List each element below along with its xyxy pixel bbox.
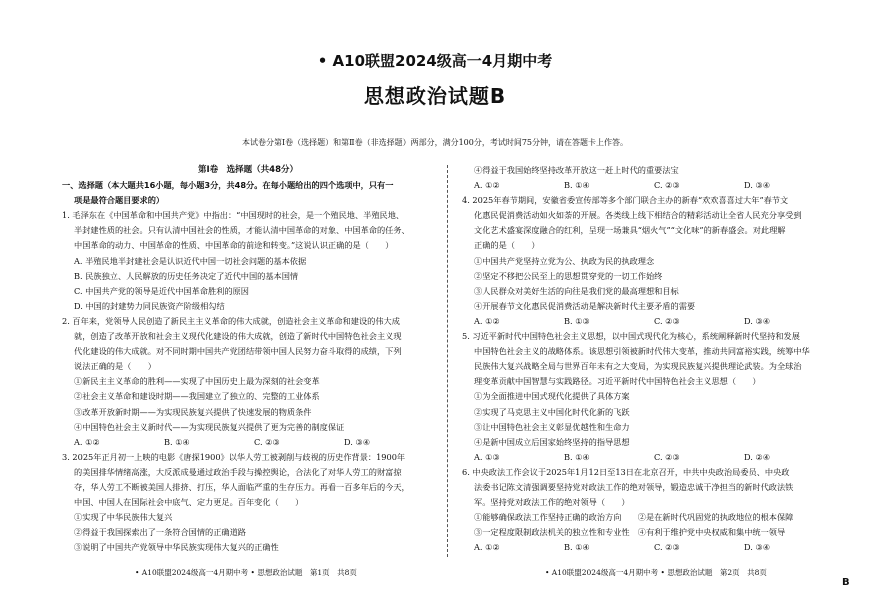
text-line: 化惠民促消费活动如火如荼的开展。各类线上线下相结合的精彩活动让全省人民充分享受到 [474,210,802,221]
text-line: ②实现了马克思主义中国化时代化新的飞跃 [474,406,630,417]
answer-option: C. ②③ [654,180,680,191]
text-line: 理变革贡献中国智慧与实践路径。习近平新时代中国特色社会主义思想（ ） [474,376,761,387]
text-line: 正确的是（ ） [474,240,540,251]
text-line: ①中国共产党坚持立党为公、执政为民的执政理念 [474,255,655,266]
text-line: ②得益于我国探索出了一条符合国情的正确道路 [74,527,246,538]
text-line: ④中国特色社会主义新时代——为实现民族复兴提供了更为完善的制度保证 [74,421,345,432]
answer-option: A. ①② [74,436,100,447]
text-line: ①实现了中华民族伟大复兴 [74,512,173,523]
text-line: ④是新中国成立后国家始终坚持的指导思想 [474,436,630,447]
text-line: 1. 毛泽东在《中国革命和中国共产党》中指出：“中国现时的社会，是一个殖民地、半殖民地、 [62,210,405,221]
text-line: ①新民主主义革命的胜利——实现了中国历史上最为深刻的社会变革 [74,376,320,387]
answer-option: B. ①④ [564,451,590,462]
text-line: 民族伟大复兴战略全局与世界百年未有之大变局，为实现民族复兴提供理论武装。为全球治 [474,361,802,372]
answer-option: C. ②③ [654,542,680,553]
text-line: ②社会主义革命和建设时期——我国建立了独立的、完整的工业体系 [74,391,320,402]
exam-subject-title: 思想政治试题B [363,84,507,108]
answer-option: B. ①④ [164,436,190,447]
answer-option: D. ③④ [744,542,771,553]
text-line: D. 中国的封建势力同民族资产阶级相勾结 [74,300,225,311]
column-divider [447,165,448,557]
answer-options [62,435,434,450]
answer-options [462,314,834,329]
text-line: 代化建设的伟大成就。对不同时期中国共产党团结带领中国人民努力奋斗取得的成绩，下列 [74,346,402,357]
answer-option: D. ③④ [344,436,371,447]
answer-option: B. ①④ [564,542,590,553]
text-line: ①为全面推进中国式现代化提供了具体方案 [474,391,630,402]
text-line: A. 半殖民地半封建社会是认识近代中国一切社会问题的基本依据 [74,255,307,266]
right-column [462,163,834,555]
text-line: 3. 2025年正月初一上映的电影《唐探1900》以华人劳工被剥削与歧视的历史作背景：1900年 [62,451,406,462]
answer-option: D. ②④ [744,451,771,462]
answer-option: C. ②③ [654,315,680,326]
text-line: 夺，华人劳工不断被美国人排挤、打压，华人面临严重的生存压力。再看一百多年后的今天， [74,481,410,492]
answer-option: C. ②③ [254,436,280,447]
answer-options [462,178,834,193]
footer-page-1: • A10联盟2024级高一4月期中考 • 思想政治试题 第1页 共8页 [135,568,357,577]
text-line: ③改革开放新时期——为实现民族复兴提供了快速发展的物质条件 [74,406,312,417]
answer-option: A. ①③ [474,451,500,462]
text-line: B. 民族独立、人民解放的历史任务决定了近代中国的基本国情 [74,270,299,281]
text-line: 的美国排华情绪高涨，大反派成曼通过政治手段与操控舆论，合法化了对华人劳工的财富掠 [74,466,402,477]
answer-option: C. ②③ [654,451,680,462]
text-line: ①能够确保政法工作坚持正确的政治方向 ②是在新时代巩固党的执政地位的根本保障 [474,512,794,523]
text-line: 军。坚持党对政法工作的绝对领导（ ） [474,497,630,508]
text-line: 项是最符合题目要求的） [74,195,165,206]
answer-options [462,540,834,555]
text-line: 一、选择题（本大题共16小题，每小题3分，共48分。在每小题给出的四个选项中，只有一 [62,180,394,191]
text-line: 说法正确的是（ ） [74,361,156,372]
answer-option: D. ③④ [744,315,771,326]
text-line: ③说明了中国共产党领导中华民族实现伟大复兴的正确性 [74,542,279,553]
text-line: ③人民群众对美好生活的向往是我们党的最高理想和目标 [474,285,679,296]
text-line: 5. 习近平新时代中国特色社会主义思想，以中国式现代化为核心，系统阐释新时代坚持和发展 [462,331,800,342]
text-line: C. 中国共产党的领导是近代中国革命胜利的原因 [74,285,249,296]
answer-options [462,450,834,465]
text-line: 文化艺术盛宴深度融合的红利，呈现一场兼具“烟火气”“文化味”的新春盛会。对此理解 [474,225,786,236]
answer-option: B. ①③ [564,315,590,326]
paper-version-mark: B [842,577,850,588]
left-column [62,163,434,555]
text-line: 2. 百年来，党领导人民创造了新民主主义革命的伟大成就，创造社会主义革命和建设的伟大成 [62,315,400,326]
answer-option: B. ①④ [564,180,590,191]
text-line: 4. 2025年春节期间，安徽省委宣传部等多个部门联合主办的新春“欢欢喜喜过大年”春节文 [462,195,789,206]
text-line: ④得益于我国始终坚持改革开放这一赶上时代的重要法宝 [474,165,679,175]
answer-option: A. ①② [474,542,500,553]
text-line: 6. 中央政法工作会议于2025年1月12日至13日在北京召开，中共中央政治局委员、中央政 [462,466,790,477]
answer-option: D. ③④ [744,180,771,191]
text-line: ③让中国特色社会主义彰显优越性和生命力 [474,421,630,432]
text-line: 中国、中国人在国际社会中底气、定力更足。百年变化（ ） [74,497,304,508]
text-line: ②坚定不移把公民至上的思想贯穿党的一切工作始终 [474,270,663,281]
text-line: ③一定程度限制政法机关的独立性和专业性 ④有利于维护党中央权威和集中统一领导 [474,527,786,538]
footer-page-2: • A10联盟2024级高一4月期中考 • 思想政治试题 第2页 共8页 [545,568,767,577]
text-line: ④开展春节文化惠民促消费活动是解决新时代主要矛盾的需要 [474,300,696,311]
text-line: 中国特色社会主义的战略体系。该思想引领被新时代伟大变革，推动共同富裕实践，统筹中华 [474,346,810,357]
answer-option: A. ①② [474,180,500,191]
exam-header-title: • A10联盟2024级高一4月期中考 [317,52,553,70]
section-title: 第Ⅰ卷 选择题（共48分） [198,165,298,175]
text-line: 就，创造了改革开放和社会主义现代化建设的伟大成就，创造了新时代中国特色社会主义现 [74,331,402,342]
answer-option: A. ①② [474,315,500,326]
text-line: 中国革命的动力、中国革命的性质、中国革命的前途和转变。”这说认识正确的是（ ） [74,240,394,251]
text-line: 半封建性质的社会。只有认清中国社会的性质，才能认清中国革命的对象、中国革命的任务、 [74,225,410,236]
exam-instructions: 本试卷分第Ⅰ卷（选择题）和第Ⅱ卷（非选择题）两部分，满分100分，考试时间75分钟，请在答题卡上作答。 [241,138,629,147]
text-line: 法委书记陈文清强调要坚持党对政法工作的绝对领导，锻造忠诚干净担当的新时代政法铁 [474,481,794,492]
